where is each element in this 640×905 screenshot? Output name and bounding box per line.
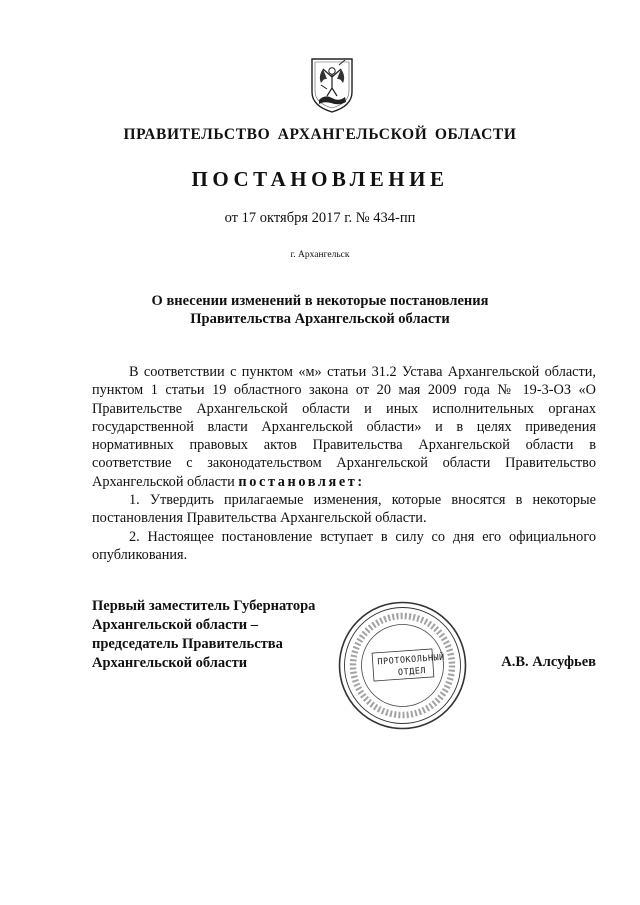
coat-of-arms-icon <box>309 56 355 114</box>
organization-title: ПРАВИТЕЛЬСТВО АРХАНГЕЛЬСКОЙ ОБЛАСТИ <box>123 126 517 143</box>
document-city: г. Архангельск <box>290 250 350 260</box>
document-body <box>92 363 596 564</box>
document-subject <box>100 292 540 328</box>
item-1-paragraph: 1. Утвердить прилагаемые изменения, которые вносятся в некоторые постановления Правительства Архангельской области. <box>92 492 596 527</box>
document-date-number: от 17 октября 2017 г. № 434-пп <box>224 210 416 226</box>
subject-line-2: Правительства Архангельской области <box>190 311 450 327</box>
seal-label-line-2: ОТДЕЛ <box>397 666 427 678</box>
signatory-title-line-4: Архангельской области <box>92 655 248 671</box>
seal-inner-label <box>372 651 452 692</box>
signatory-name: А.В. Алсуфьев <box>501 654 596 670</box>
signatory-title-line-1: Первый заместитель Губернатора <box>92 598 316 614</box>
document-type-heading: ПОСТАНОВЛЕНИЕ <box>191 167 449 191</box>
subject-line-1: О внесении изменений в некоторые постановления <box>151 293 489 309</box>
seal-label-line-1: ПРОТОКОЛЬНЫЙ <box>377 652 446 668</box>
preamble-paragraph <box>92 363 596 491</box>
signatory-title-line-3: председатель Правительства <box>92 636 283 652</box>
decree-colon: : <box>357 473 363 490</box>
signatory-title <box>92 597 352 673</box>
preamble-text: В соответствии с пунктом «м» статьи 31.2 Устава Архангельской области, пунктом 1 статьи 19 областного закона от 20 мая 2009 года № 19-3-ОЗ «О Правительстве Архангельской области и иных исполнительных органах государственной власти Архангельской области» и в целях приведения нормативных правовых актов Правительства Архангельской области в соответствие с законодательством Архангельской области Правительство Архангельской области <box>92 364 596 490</box>
item-2-paragraph: 2. Настоящее постановление вступает в силу со дня его официального опубликования. <box>92 528 596 563</box>
signatory-title-line-2: Архангельской области – <box>92 617 258 633</box>
decree-word: постановляет <box>238 473 358 490</box>
